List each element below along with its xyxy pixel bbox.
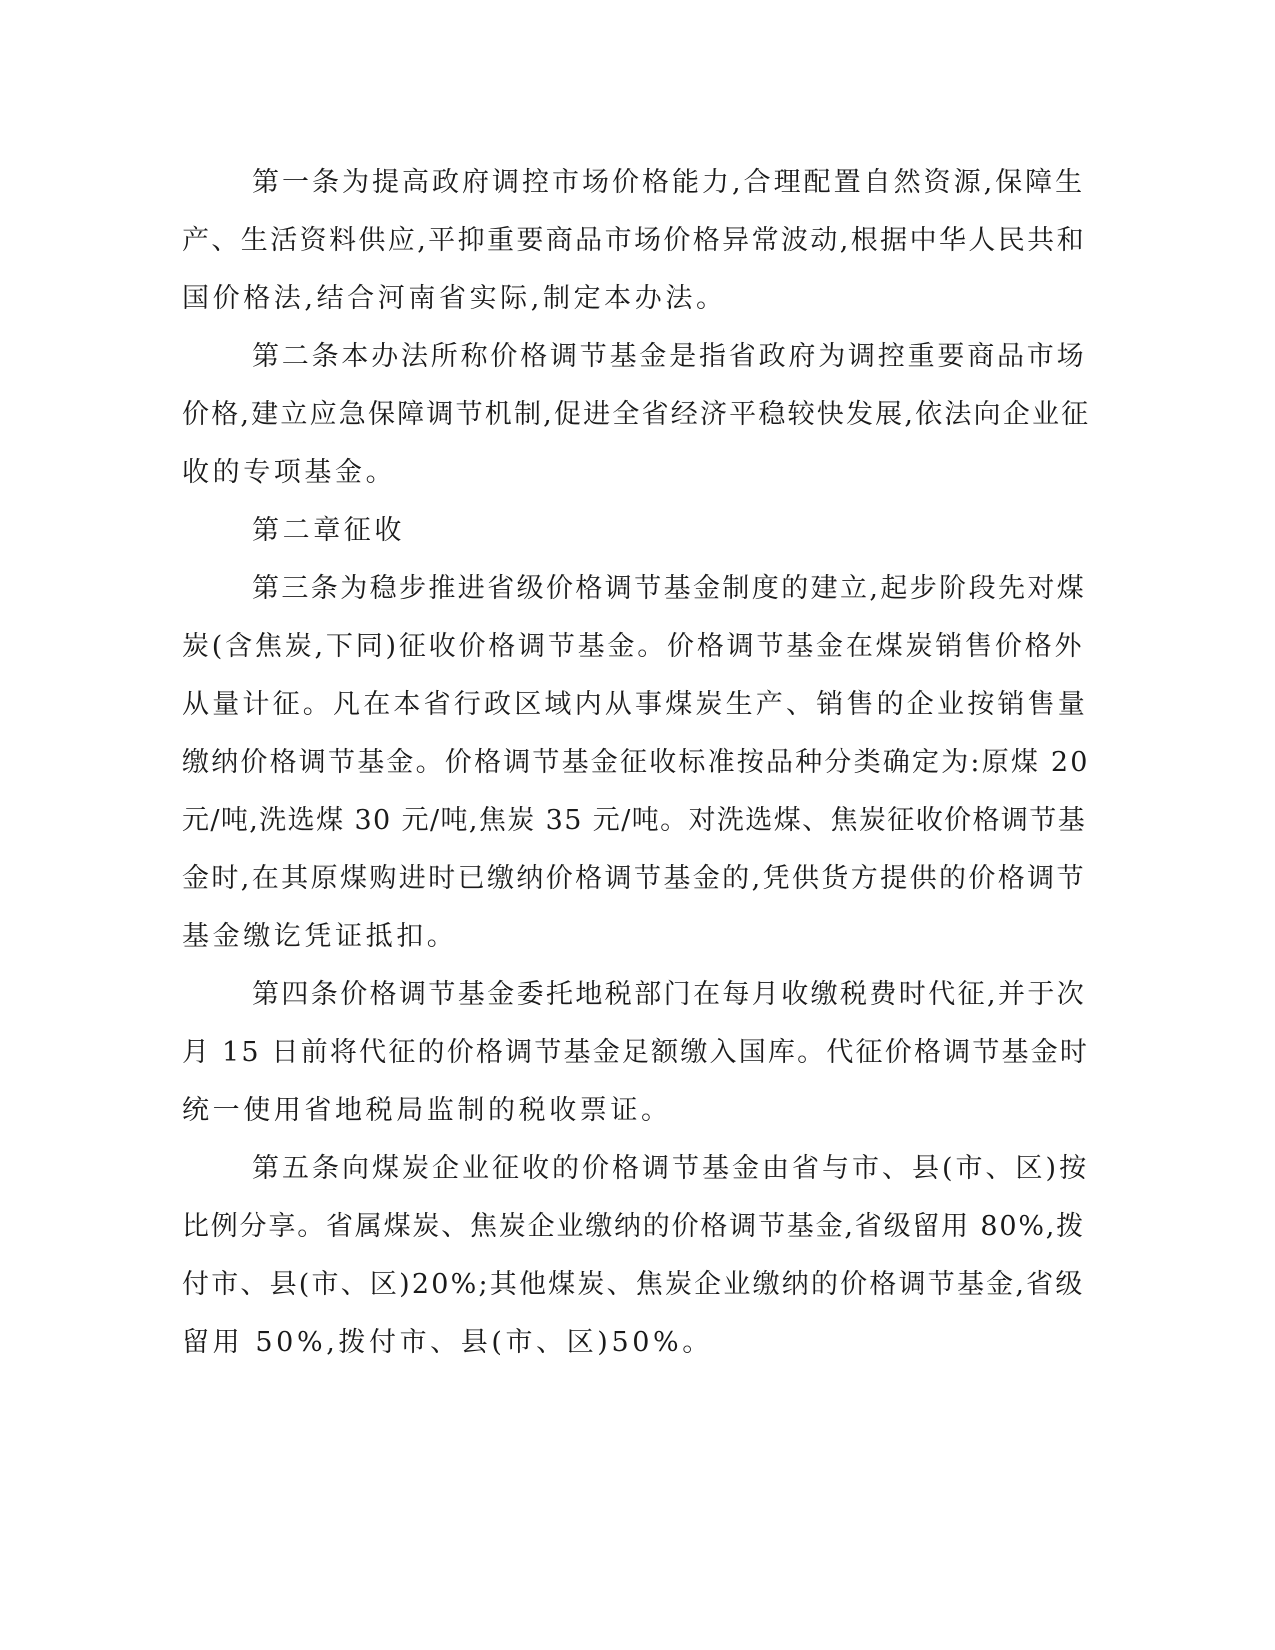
article-5-line-2: 比例分享。省属煤炭、焦炭企业缴纳的价格调节基金,省级留用 80%,拨 [182,1211,1085,1242]
chapter-2-heading: 第二章征收 [252,515,405,546]
article-2-line-2: 价格,建立应急保障调节机制,促进全省经济平稳较快发展,依法向企业征 [182,399,1091,430]
article-1-line-3: 国价格法,结合河南省实际,制定本办法。 [182,283,727,314]
article-4-line-2: 月 15 日前将代征的价格调节基金足额缴入国库。代征价格调节基金时 [182,1037,1090,1068]
article-3-line-4: 缴纳价格调节基金。价格调节基金征收标准按品种分类确定为:原煤 20 [182,747,1090,778]
article-3-line-5: 元/吨,洗选煤 30 元/吨,焦炭 35 元/吨。对洗选煤、焦炭征收价格调节基 [182,805,1087,836]
article-3-line-1: 第三条为稳步推进省级价格调节基金制度的建立,起步阶段先对煤 [252,573,1087,604]
article-3-line-6: 金时,在其原煤购进时已缴纳价格调节基金的,凭供货方提供的价格调节 [182,863,1086,894]
article-1-line-2: 产、生活资料供应,平抑重要商品市场价格异常波动,根据中华人民共和 [182,225,1086,256]
article-3-line-3: 从量计征。凡在本省行政区域内从事煤炭生产、销售的企业按销售量 [182,689,1088,720]
article-3-line-7: 基金缴讫凭证抵扣。 [182,921,458,952]
article-1-line-1: 第一条为提高政府调控市场价格能力,合理配置自然资源,保障生 [252,167,1086,198]
article-3-line-2: 炭(含焦炭,下同)征收价格调节基金。价格调节基金在煤炭销售价格外 [182,631,1085,662]
article-4-line-1: 第四条价格调节基金委托地税部门在每月收缴税费时代征,并于次 [252,979,1087,1010]
article-5-line-3: 付市、县(市、区)20%;其他煤炭、焦炭企业缴纳的价格调节基金,省级 [182,1269,1085,1300]
article-2-line-1: 第二条本办法所称价格调节基金是指省政府为调控重要商品市场 [252,341,1087,372]
article-5-line-4: 留用 50%,拨付市、县(市、区)50%。 [182,1327,713,1358]
article-4-line-3: 统一使用省地税局监制的税收票证。 [182,1095,672,1126]
article-2-line-3: 收的专项基金。 [182,457,397,488]
article-5-line-1: 第五条向煤炭企业征收的价格调节基金由省与市、县(市、区)按 [252,1153,1090,1184]
